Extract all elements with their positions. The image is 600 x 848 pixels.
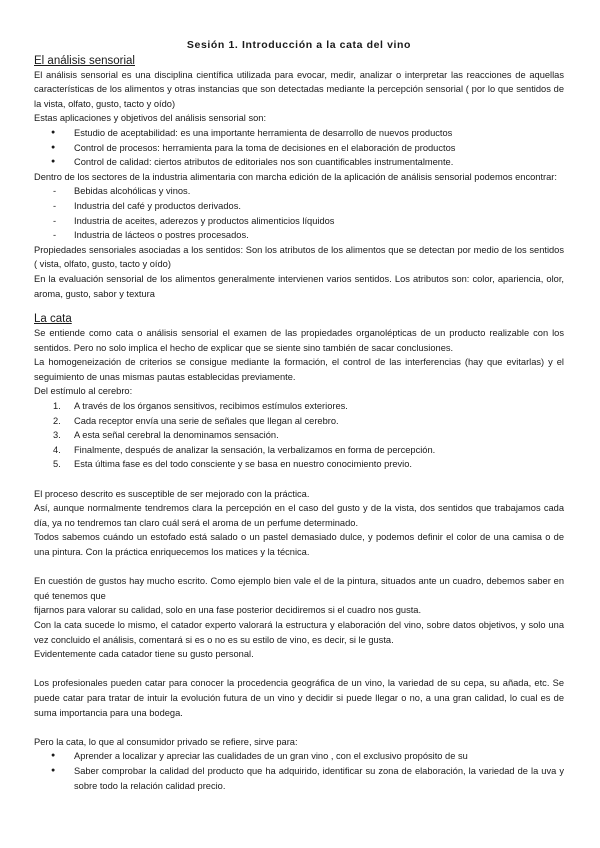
- step-number: 3.: [53, 430, 61, 441]
- step-number: 2.: [53, 415, 61, 426]
- page-title: Sesión 1. Introducción a la cata del vino: [186, 39, 412, 51]
- section-heading-analisis-sensorial: El análisis sensorial: [34, 54, 135, 67]
- step-number: 1.: [53, 401, 61, 412]
- list-item: ● Control de procesos: herramienta para la toma de decisiones en el elaboración de productos: [34, 141, 564, 156]
- step-text: Esta última fase es del todo consciente y se basa en nuestro conocimiento previo.: [74, 459, 412, 470]
- list-item: [34, 414, 564, 429]
- step-text: A través de los órganos sensitivos, recibimos estímulos exteriores.: [74, 401, 348, 412]
- paragraph-definition: Se entiende como cata o análisis sensorial el examen de las propiedades organolépticas de un producto realizable con los sentidos. Pero no solo implica el hecho de explicar que se siente sino también de sacar conclusiones.: [34, 328, 564, 353]
- stimulus-steps-list: [34, 399, 564, 472]
- paragraph-clarity: Así, aunque normalmente tendremos clara la percepción en el caso del gusto y de la vista, dos sentidos que trabajamos cada día, ya no tendremos tan claro cuál será el aroma de un perfume determinado.: [34, 503, 564, 528]
- step-number: 5.: [53, 459, 61, 470]
- step-text: Cada receptor envía una serie de señales que llegan al cerebro.: [74, 415, 339, 426]
- paragraph-sectors-intro: Dentro de los sectores de la industria alimentaria con marcha edición de la aplicación de análisis sensorial podemos encontrar:: [34, 171, 557, 182]
- paragraph-homogenization: La homogeneización de criterios se consigue mediante la formación, el control de las interferencias (hay que evitarlas) y el seguimiento de unas mismas pautas establecidas previamente.: [34, 357, 564, 382]
- paragraph-tastes-1: En cuestión de gustos hay mucho escrito. Como ejemplo bien vale el de la pintura, situados ante un cuadro, debemos saber en qué tenemos que: [34, 576, 564, 601]
- section-heading-la-cata: La cata: [34, 313, 72, 326]
- list-item: - Bebidas alcohólicas y vinos.: [34, 184, 564, 199]
- paragraph-tastes-2: fijarnos para valorar su calidad, solo en una fase posterior decidiremos si el cuadro nos gusta.: [34, 605, 422, 616]
- paragraph-professionals: Los profesionales pueden catar para conocer la procedencia geográfica de un vino, la variedad de su cepa, su añada, etc. Se puede catar para tratar de intuir la evolución futura de un vino y decidir si puede llegar o no, a una gran calidad, lo cual es de suma importancia para una bodega.: [34, 678, 564, 718]
- list-item: [34, 399, 564, 414]
- paragraph-stew: Todos sabemos cuándo un estofado está salado o un pastel demasiado dulce, y podemos definir el color de una camisa o de una pintura. Con la práctica enriquecemos los matices y la técnica.: [34, 532, 564, 557]
- list-item: ● Control de calidad: ciertos atributos de editoriales nos son cuantificables instrumentalmente.: [34, 155, 564, 170]
- consumer-uses-list: [34, 749, 564, 793]
- paragraph-taster: Con la cata sucede lo mismo, el catador experto valorará la estructura y elaboración del vino, sobre datos objetivos, y solo una vez concluido el análisis, comentará si es o no es su estilo de vino, es decir, si le gusta.: [34, 619, 564, 645]
- step-text: Finalmente, después de analizar la sensación, la verbalizamos en forma de percepción.: [74, 444, 436, 455]
- list-item: - Industria del café y productos derivados.: [34, 199, 564, 214]
- paragraph-evaluation: En la evaluación sensorial de los alimentos generalmente intervienen varios sentidos. Los atributos son: color, apariencia, olor, aroma, gusto, sabor y textura: [34, 273, 564, 299]
- list-item: [34, 428, 564, 443]
- list-item: ● Aprender a localizar y apreciar las cualidades de un gran vino , con el exclusivo propósito de su: [34, 749, 564, 764]
- list-item: [34, 457, 564, 472]
- list-item: ● Estudio de aceptabilidad: es una importante herramienta de desarrollo de nuevos productos: [34, 126, 564, 141]
- paragraph-stimulus-intro: Del estímulo al cerebro:: [34, 386, 133, 397]
- objectives-list: [34, 126, 564, 170]
- list-item: [34, 443, 564, 458]
- paragraph-intro: El análisis sensorial es una disciplina científica utilizada para evocar, medir, analizar o interpretar las reacciones de aquellas características de los alimentos y otras instancias que son detectadas mediante la percepción sensorial ( por lo que sentidos de la vista, olfato, gusto, tacto y oído): [34, 69, 564, 109]
- paragraph-improvable: El proceso descrito es susceptible de ser mejorado con la práctica.: [34, 488, 310, 499]
- paragraph-taste-personal: Evidentemente cada catador tiene su gusto personal.: [34, 649, 254, 660]
- list-item: - Industria de lácteos o postres procesados.: [34, 228, 564, 243]
- list-item: ● Saber comprobar la calidad del producto que ha adquirido, identificar su zona de elaboración, la variedad de la uva y sobre todo la relación calidad precio.: [34, 764, 564, 793]
- step-number: 4.: [53, 444, 61, 455]
- step-text: A esta señal cerebral la denominamos sensación.: [74, 430, 279, 441]
- sectors-list: [34, 184, 564, 242]
- paragraph-properties: Propiedades sensoriales asociadas a los sentidos: Son los atributos de los alimentos que se detectan por medio de los sentidos ( vista, olfato, gusto, tacto y oído): [34, 244, 564, 270]
- paragraph-objectives-intro: Estas aplicaciones y objetivos del análisis sensorial son:: [34, 113, 267, 124]
- document-page: [34, 38, 564, 793]
- paragraph-consumer-intro: Pero la cata, lo que al consumidor privado se refiere, sirve para:: [34, 736, 298, 747]
- list-item: - Industria de aceites, aderezos y productos alimenticios líquidos: [34, 214, 564, 229]
